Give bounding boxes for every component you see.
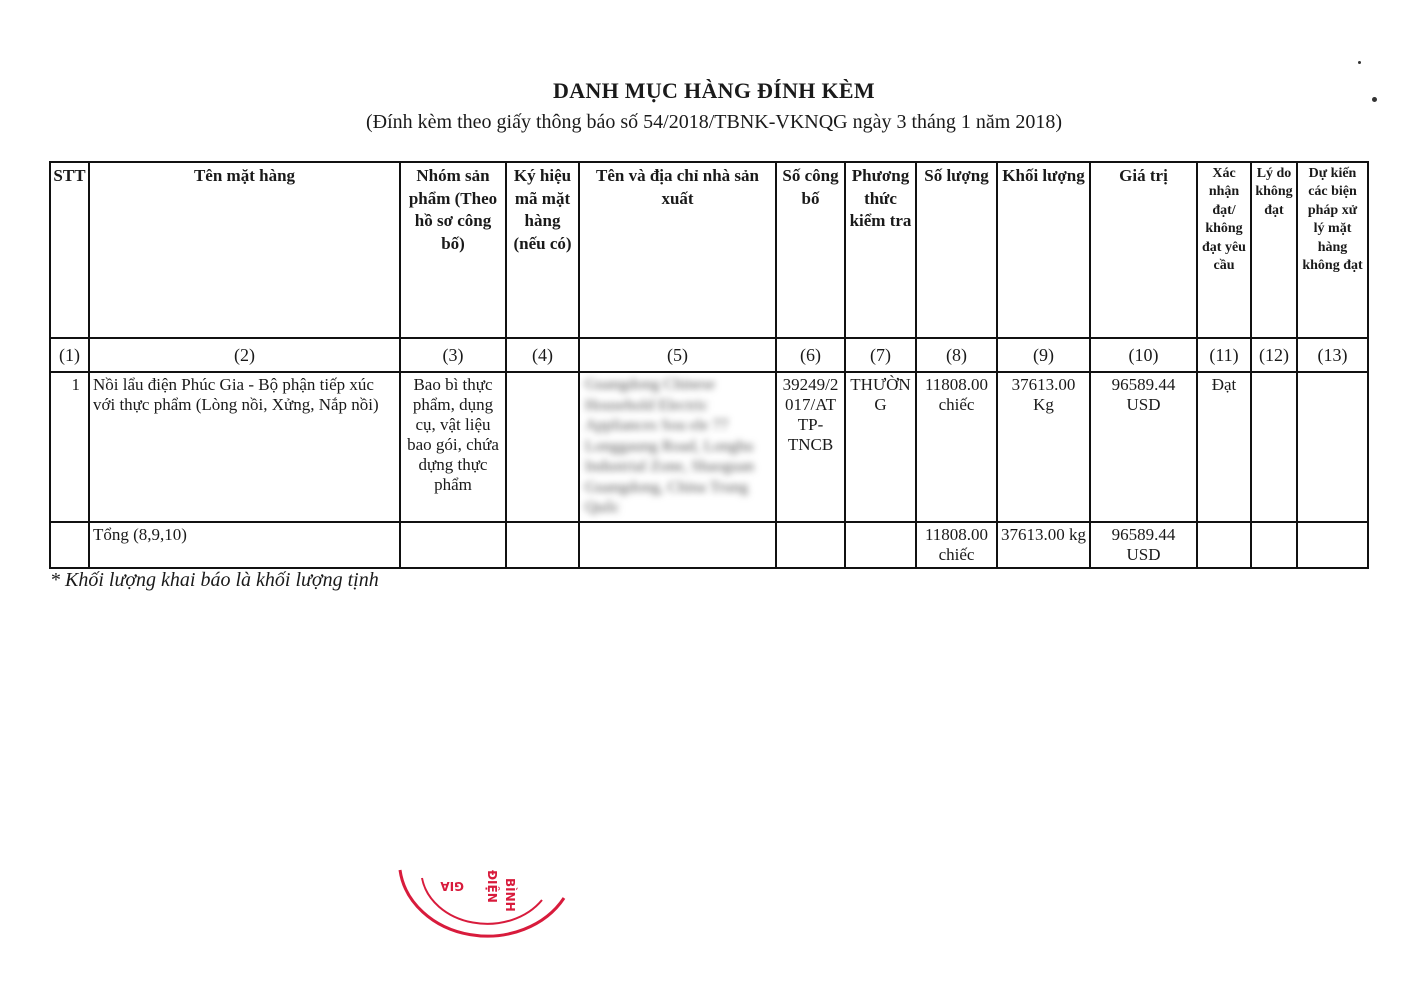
header-measures: Dự kiến các biện pháp xử lý mặt hàng không đạt — [1297, 162, 1368, 338]
cell-result: Đạt — [1197, 372, 1251, 522]
column-number: (13) — [1297, 338, 1368, 372]
cell-code — [506, 372, 579, 522]
stamp-text-2: ĐIỆN — [485, 870, 499, 903]
redacted-manufacturer: Guangdong Chinese Household Electric Appliances Sou ele 77 Longgaung Road, Longhu Industrial Zone, Shaoguan Guangdong, China Trung Quốc — [585, 376, 755, 516]
cell-empty — [776, 522, 845, 568]
goods-table — [49, 161, 1369, 569]
red-stamp — [392, 848, 582, 968]
cell-name: Nồi lẩu điện Phúc Gia - Bộ phận tiếp xúc với thực phẩm (Lòng nồi, Xửng, Nắp nồi) — [89, 372, 400, 522]
cell-method: THƯỜNG — [845, 372, 916, 522]
header-weight: Khối lượng — [997, 162, 1090, 338]
document-subtitle: (Đính kèm theo giấy thông báo số 54/2018/TBNK-VKNQG ngày 3 tháng 1 năm 2018) — [365, 111, 1062, 133]
cell-declaration: 39249/2017/ATTP-TNCB — [776, 372, 845, 522]
cell-empty — [579, 522, 776, 568]
header-stt: STT — [50, 162, 89, 338]
header-method: Phương thức kiểm tra — [845, 162, 916, 338]
column-number: (8) — [916, 338, 997, 372]
column-number: (4) — [506, 338, 579, 372]
column-number: (12) — [1251, 338, 1297, 372]
column-number-row — [50, 338, 1368, 372]
column-number: (10) — [1090, 338, 1197, 372]
header-code: Ký hiệu mã mặt hàng (nếu có) — [506, 162, 579, 338]
scan-speck — [1358, 61, 1361, 64]
column-number: (3) — [400, 338, 506, 372]
cell-total-weight: 37613.00 kg — [997, 522, 1090, 568]
header-declaration: Số công bố — [776, 162, 845, 338]
footnote: * Khối lượng khai báo là khối lượng tịnh — [50, 569, 379, 591]
cell-measures — [1297, 372, 1368, 522]
header-value: Giá trị — [1090, 162, 1197, 338]
cell-stt: 1 — [50, 372, 89, 522]
column-number: (1) — [50, 338, 89, 372]
column-number: (2) — [89, 338, 400, 372]
cell-empty — [400, 522, 506, 568]
header-reason: Lý do không đạt — [1251, 162, 1297, 338]
cell-empty — [845, 522, 916, 568]
cell-total-stt — [50, 522, 89, 568]
stamp-text-3: BÌNH — [503, 878, 517, 912]
total-row — [50, 522, 1368, 568]
cell-empty — [1297, 522, 1368, 568]
column-number: (5) — [579, 338, 776, 372]
header-group: Nhóm sản phẩm (Theo hồ sơ công bố) — [400, 162, 506, 338]
header-quantity: Số lượng — [916, 162, 997, 338]
cell-total-quantity: 11808.00 chiếc — [916, 522, 997, 568]
cell-reason — [1251, 372, 1297, 522]
cell-empty — [506, 522, 579, 568]
cell-total-label: Tổng (8,9,10) — [89, 522, 400, 568]
cell-value: 96589.44 USD — [1090, 372, 1197, 522]
header-result: Xác nhận đạt/ không đạt yêu cầu — [1197, 162, 1251, 338]
header-row — [50, 162, 1368, 338]
cell-group: Bao bì thực phẩm, dụng cụ, vật liệu bao gói, chứa dựng thực phẩm — [400, 372, 506, 522]
cell-quantity: 11808.00 chiếc — [916, 372, 997, 522]
column-number: (9) — [997, 338, 1090, 372]
stamp-inner-arc — [422, 878, 542, 924]
column-number: (7) — [845, 338, 916, 372]
cell-weight: 37613.00 Kg — [997, 372, 1090, 522]
table-row — [50, 372, 1368, 522]
scan-speck — [1372, 97, 1377, 102]
cell-total-value: 96589.44 USD — [1090, 522, 1197, 568]
stamp-text-1: GIA — [440, 879, 464, 893]
column-number: (6) — [776, 338, 845, 372]
cell-manufacturer — [579, 372, 776, 522]
document-title: DANH MỤC HÀNG ĐÍNH KÈM — [553, 78, 875, 103]
cell-empty — [1197, 522, 1251, 568]
header-manufacturer: Tên và địa chỉ nhà sản xuất — [579, 162, 776, 338]
column-number: (11) — [1197, 338, 1251, 372]
cell-empty — [1251, 522, 1297, 568]
header-name: Tên mặt hàng — [89, 162, 400, 338]
